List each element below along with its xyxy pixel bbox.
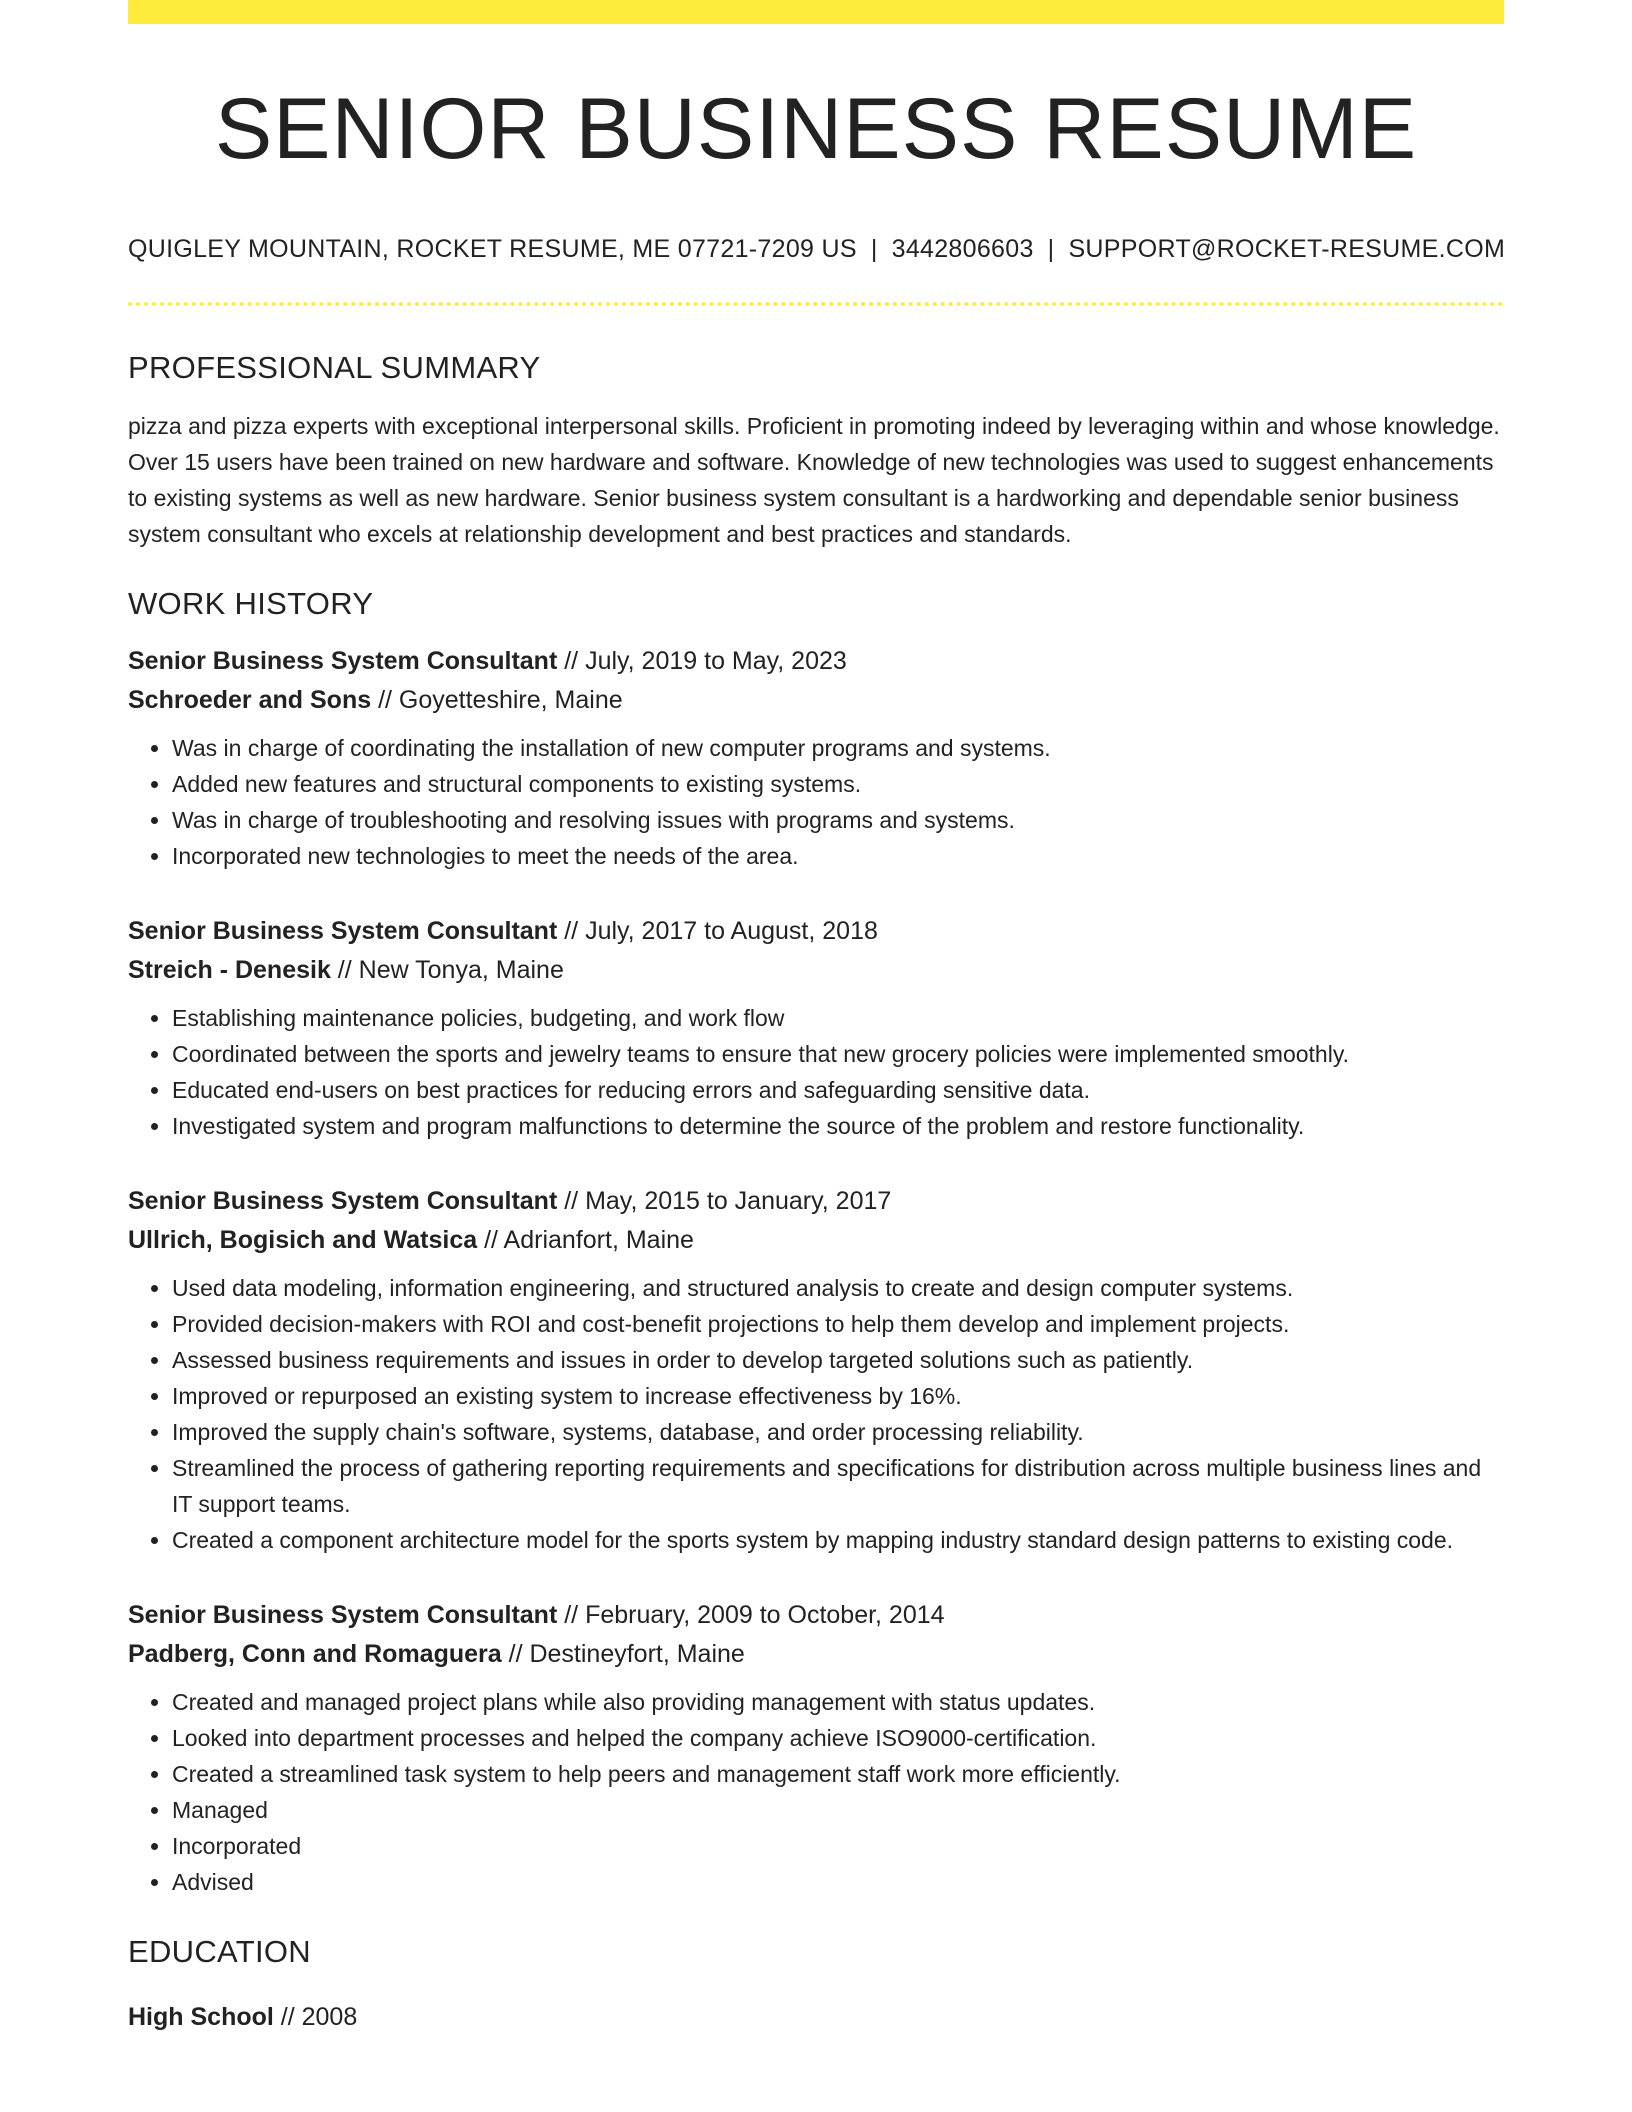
work-history-heading: WORK HISTORY <box>128 585 374 621</box>
job-bullet: • Coordinated between the sports and jewelry teams to ensure that new grocery policies were implemented smoothly. <box>172 1036 1504 1072</box>
job-entry <box>128 642 1504 874</box>
job-bullet: • Used data modeling, information engineering, and structured analysis to create and design computer systems. <box>172 1270 1504 1306</box>
job-bullet: • Incorporated <box>172 1828 1504 1864</box>
contact-email[interactable]: SUPPORT@ROCKET-RESUME.COM <box>1068 234 1506 263</box>
job-dates: // July, 2017 to August, 2018 <box>557 916 878 945</box>
job-title: Senior Business System Consultant <box>128 646 558 675</box>
summary-heading: PROFESSIONAL SUMMARY <box>128 349 541 385</box>
job-location: // Destineyfort, Maine <box>501 1639 745 1668</box>
job-bullet: • Created a streamlined task system to help peers and management staff work more efficiently. <box>172 1756 1504 1792</box>
job-bullet: • Added new features and structural components to existing systems. <box>172 766 1504 802</box>
job-bullet: • Incorporated new technologies to meet the needs of the area. <box>172 838 1504 874</box>
resume-page <box>128 0 1504 2037</box>
job-title-line <box>128 1596 1504 1635</box>
job-company: Ullrich, Bogisich and Watsica <box>128 1225 478 1254</box>
contact-phone[interactable]: 3442806603 <box>891 234 1034 263</box>
job-bullet: • Streamlined the process of gathering reporting requirements and specifications for distribution across multiple business lines and IT support teams. <box>172 1450 1504 1522</box>
job-bullet: • Assessed business requirements and issues in order to develop targeted solutions such as patiently. <box>172 1342 1504 1378</box>
job-bullet-list <box>128 1684 1504 1900</box>
summary-text: pizza and pizza experts with exceptional interpersonal skills. Proficient in promoting indeed by leveraging within and whose knowledge. Over 15 users have been trained on new hardware and software. Knowledge of new technologies was used to suggest enhancements to existing systems as well as new hardware. Senior business system consultant is a hardworking and dependable senior business system consultant who excels at relationship development and best practices and standards. <box>128 412 1500 547</box>
job-title-line <box>128 642 1504 681</box>
job-bullet: • Created and managed project plans while also providing management with status updates. <box>172 1684 1504 1720</box>
job-entry <box>128 1182 1504 1558</box>
job-dates: // February, 2009 to October, 2014 <box>557 1600 945 1629</box>
job-bullet: • Investigated system and program malfunctions to determine the source of the problem and restore functionality. <box>172 1108 1504 1144</box>
resume-title: SENIOR BUSINESS RESUME <box>214 81 1418 177</box>
job-title-line <box>128 1182 1504 1221</box>
education-heading: EDUCATION <box>128 1933 311 1969</box>
job-bullet: • Managed <box>172 1792 1504 1828</box>
job-entry <box>128 1596 1504 1900</box>
job-company-line <box>128 951 1504 990</box>
job-bullet: • Looked into department processes and helped the company achieve ISO9000-certification. <box>172 1720 1504 1756</box>
job-title: Senior Business System Consultant <box>128 1186 558 1215</box>
job-title: Senior Business System Consultant <box>128 1600 558 1629</box>
contact-line <box>128 235 1504 264</box>
education-list <box>128 1998 1504 2037</box>
job-company: Padberg, Conn and Romaguera <box>128 1639 502 1668</box>
job-dates: // July, 2019 to May, 2023 <box>557 646 847 675</box>
job-bullet: • Was in charge of troubleshooting and resolving issues with programs and systems. <box>172 802 1504 838</box>
contact-address: QUIGLEY MOUNTAIN, ROCKET RESUME, ME 07721-7209 US <box>128 234 857 263</box>
job-bullet: • Educated end-users on best practices for reducing errors and safeguarding sensitive data. <box>172 1072 1504 1108</box>
contact-separator: | <box>870 234 878 263</box>
job-location: // Adrianfort, Maine <box>477 1225 694 1254</box>
job-bullet: • Provided decision-makers with ROI and cost-benefit projections to help them develop and implement projects. <box>172 1306 1504 1342</box>
job-company-line <box>128 1635 1504 1674</box>
top-accent-bar <box>128 0 1504 24</box>
education-school: High School <box>128 2002 274 2031</box>
education-year: // 2008 <box>273 2002 358 2031</box>
job-dates: // May, 2015 to January, 2017 <box>557 1186 892 1215</box>
job-bullet-list <box>128 1000 1504 1144</box>
job-bullet: • Establishing maintenance policies, budgeting, and work flow <box>172 1000 1504 1036</box>
job-bullet: • Created a component architecture model for the sports system by mapping industry standard design patterns to existing code. <box>172 1522 1504 1558</box>
job-company-line <box>128 681 1504 720</box>
job-location: // New Tonya, Maine <box>330 955 564 984</box>
job-company: Schroeder and Sons <box>128 685 372 714</box>
job-bullet: • Improved or repurposed an existing system to increase effectiveness by 16%. <box>172 1378 1504 1414</box>
job-title-line <box>128 912 1504 951</box>
job-bullet: • Was in charge of coordinating the installation of new computer programs and systems. <box>172 730 1504 766</box>
education-entry <box>128 1998 1504 2037</box>
job-bullet-list <box>128 730 1504 874</box>
job-bullet: • Advised <box>172 1864 1504 1900</box>
job-location: // Goyetteshire, Maine <box>371 685 623 714</box>
job-bullet: • Improved the supply chain's software, systems, database, and order processing reliability. <box>172 1414 1504 1450</box>
job-bullet-list <box>128 1270 1504 1558</box>
job-title: Senior Business System Consultant <box>128 916 558 945</box>
work-history-list <box>128 642 1504 1900</box>
dotted-divider <box>128 302 1504 306</box>
job-company: Streich - Denesik <box>128 955 331 984</box>
contact-separator: | <box>1047 234 1055 263</box>
job-entry <box>128 912 1504 1144</box>
job-company-line <box>128 1221 1504 1260</box>
